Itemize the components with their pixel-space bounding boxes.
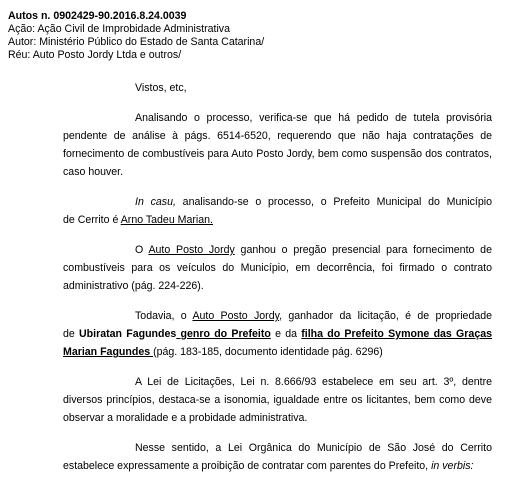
p3-line-1: O Auto Posto Jordy ganhou o pregão presencial para fornecimento de xyxy=(135,244,492,256)
action-line: Ação: Ação Civil de Improbidade Administrativa xyxy=(8,23,230,35)
p3-line-3: administrativo (pág. 224-226). xyxy=(63,280,204,292)
son-in-law-text: genro do Prefeito xyxy=(176,328,271,340)
in-verbis-text: in verbis: xyxy=(431,460,474,472)
p1-line-4: caso houver. xyxy=(63,166,124,178)
p1-line-1: Analisando o processo, verifica-se que há pedido de tutela provisória xyxy=(135,112,492,124)
p4-line-3: Marian Fagundes (pág. 183-185, documento identidade pág. 6296) xyxy=(63,346,383,358)
company-name: Auto Posto Jordy xyxy=(148,244,235,256)
daughter-surname: Marian Fagundes xyxy=(63,346,154,358)
case-number: Autos n. 0902429-90.2016.8.24.0039 xyxy=(8,10,187,22)
daughter-text: filha do Prefeito Symone das Graças xyxy=(301,328,492,340)
p6-line-1: Nesse sentido, a Lei Orgânica do Município de São José do Cerrito xyxy=(135,442,492,454)
p2-line-1: In casu, analisando-se o processo, o Prefeito Municipal do Município xyxy=(135,196,492,208)
p1-line-3: fornecimento de combustíveis para Auto Posto Jordy, bem como suspensão dos contratos, xyxy=(63,148,492,160)
vistos-line: Vistos, etc, xyxy=(135,82,187,94)
p6-line-2: estabelece expressamente a proibição de contratar com parentes do Prefeito, in verbis: xyxy=(63,460,474,472)
p3-line-2: combustíveis para os veículos do Município, em decorrência, foi firmado o contrato xyxy=(63,262,492,274)
company-name: Auto Posto Jordy xyxy=(192,310,280,322)
p5-line-1: A Lei de Licitações, Lei n. 8.666/93 estabelece em seu art. 3º, dentre xyxy=(135,376,492,388)
owner-name: Ubiratan Fagundes xyxy=(79,328,177,340)
p4-line-2: de Ubiratan Fagundes genro do Prefeito e da filha do Prefeito Symone das Graças xyxy=(63,328,492,340)
p4-line-1: Todavia, o Auto Posto Jordy, ganhador da licitação, é de propriedade xyxy=(135,310,493,322)
p1-line-2: pendente de análise à págs. 6514-6520, requerendo que não haja contratações de xyxy=(63,130,492,142)
p2-line-2: de Cerrito é Arno Tadeu Marian. xyxy=(63,214,213,226)
p5-line-3: observar a moralidade e a probidade administrativa. xyxy=(63,412,308,424)
mayor-name: Arno Tadeu Marian. xyxy=(120,214,213,226)
p5-line-2: diversos princípios, destaca-se a isonomia, igualdade entre os licitantes, bem como deve xyxy=(63,394,492,406)
in-casu-text: In casu, xyxy=(135,196,176,208)
defendant-line: Réu: Auto Posto Jordy Ltda e outros/ xyxy=(8,49,182,61)
plaintiff-line: Autor: Ministério Público do Estado de Santa Catarina/ xyxy=(8,36,265,48)
